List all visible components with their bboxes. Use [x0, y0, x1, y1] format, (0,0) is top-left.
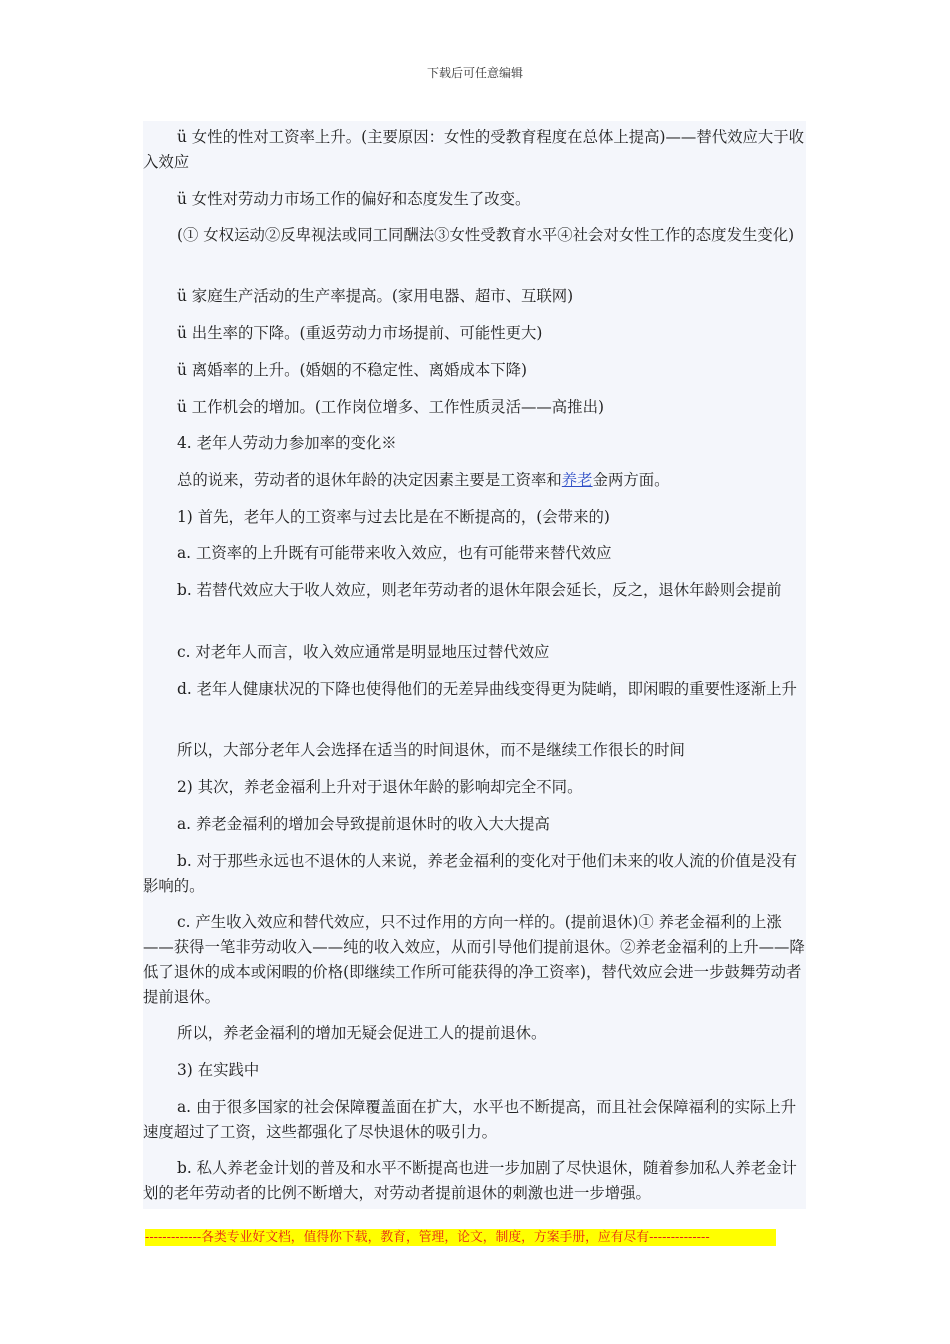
paragraph: ü 出生率的下降。(重返劳动力市场提前、可能性更大): [177, 324, 543, 342]
page-header: 下载后可任意编辑: [426, 66, 523, 80]
paragraph: [143, 468, 806, 493]
paragraph: d. 老年人健康状况的下降也使得他们的无差异曲线变得更为陡峭，即闲暇的重要性逐渐上升: [177, 680, 797, 698]
paragraph: (① 女权运动②反卑视法或同工同酬法③女性受教育水平④社会对女性工作的态度发生变化): [177, 226, 795, 244]
footer-banner: -------------各类专业好文档，值得你下载，教育，管理，论文，制度，方案手册，应有尽有--------------: [145, 1229, 776, 1246]
section-heading: 4. 老年人劳动力参加率的变化※: [177, 434, 397, 452]
paragraph: 1) 首先，老年人的工资率与过去比是在不断提高的，(会带来的): [177, 508, 610, 526]
paragraph: a. 养老金福利的增加会导致提前退休时的收入大大提高: [177, 815, 550, 833]
paragraph: a. 由于很多国家的社会保障覆盖面在扩大，水平也不断提高，而且社会保障福利的实际上升速度超过了工资，这些都强化了尽快退休的吸引力。: [143, 1098, 797, 1141]
section-heading: 3) 在实践中: [177, 1061, 260, 1079]
paragraph: 2) 其次，养老金福利上升对于退休年龄的影响却完全不同。: [177, 778, 583, 796]
paragraph: b. 私人养老金计划的普及和水平不断提高也进一步加剧了尽快退休，随着参加私人养老金计划的老年劳动者的比例不断增大，对劳动者提前退休的刺激也进一步增强。: [143, 1159, 797, 1202]
paragraph: c. 对老年人而言，收入效应通常是明显地压过替代效应: [177, 643, 550, 661]
paragraph: ü 工作机会的增加。(工作岗位增多、工作性质灵活——高推出): [177, 398, 604, 416]
text: 金两方面。: [592, 471, 670, 489]
paragraph: ü 女性对劳动力市场工作的偏好和态度发生了改变。: [177, 190, 531, 208]
paragraph: ü 家庭生产活动的生产率提高。(家用电器、超市、互联网): [177, 287, 574, 305]
paragraph: b. 对于那些永远也不退休的人来说，养老金福利的变化对于他们未来的收人流的价值是没有影响的。: [143, 852, 797, 895]
paragraph: ü 离婚率的上升。(婚姻的不稳定性、离婚成本下降): [177, 361, 528, 379]
paragraph: c. 产生收入效应和替代效应，只不过作用的方向一样的。(提前退休)① 养老金福利的上涨——获得一笔非劳动收入——纯的收入效应，从而引导他们提前退休。②养老金福利的上升——降低了退休的成本或闲暇的价格(即继续工作所可能获得的净工资率)，替代效应会进一步鼓舞劳动者提前退休。: [143, 913, 805, 1006]
paragraph: 所以，大部分老年人会选择在适当的时间退休，而不是继续工作很长的时间: [177, 741, 685, 759]
pension-link[interactable]: 养老: [561, 471, 593, 489]
paragraph: 所以，养老金福利的增加无疑会促进工人的提前退休。: [177, 1024, 547, 1042]
paragraph: b. 若替代效应大于收人效应，则老年劳动者的退休年限会延长，反之，退休年龄则会提前: [177, 581, 782, 599]
paragraph: a. 工资率的上升既有可能带来收入效应，也有可能带来替代效应: [177, 544, 612, 562]
text: 总的说来，劳动者的退休年龄的决定因素主要是工资率和: [177, 471, 562, 489]
document-body: [143, 121, 806, 1209]
paragraph: ü 女性的性对工资率上升。(主要原因：女性的受教育程度在总体上提高)——替代效应大于收入效应: [143, 128, 805, 171]
